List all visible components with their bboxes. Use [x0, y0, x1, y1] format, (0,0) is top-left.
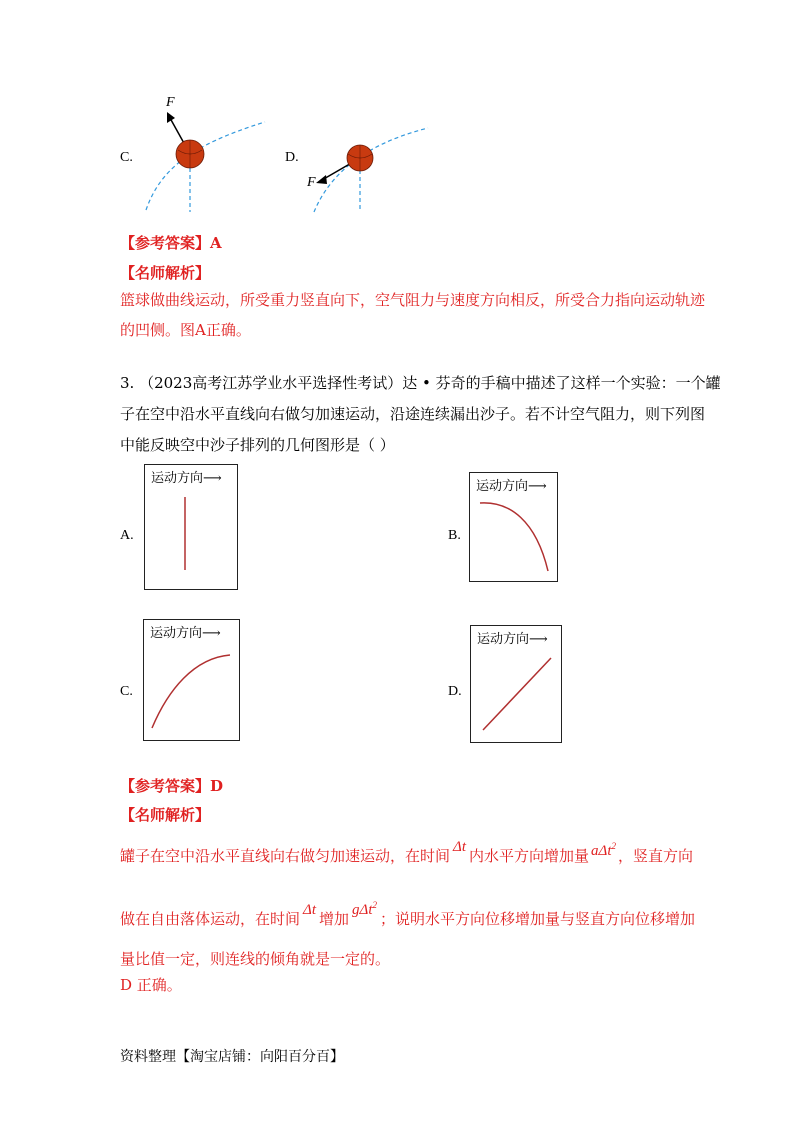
option-a-label: A. [120, 528, 134, 543]
math-delta-t-1: Δt [453, 839, 466, 855]
sand-pattern-c [144, 620, 241, 742]
option-d3-label: D. [448, 684, 462, 699]
math-g-delta-t-squared: gΔt$^2$ [352, 900, 377, 918]
analysis-label-3: 【名师解析】 [120, 806, 211, 824]
force-label-d: F [307, 175, 316, 190]
analysis-3-line4: D 正确。 [120, 976, 182, 994]
basketball-diagram-d [300, 120, 440, 215]
analysis-3-line3: 量比值一定，则连线的倾角就是一定的。 [120, 950, 391, 968]
math-delta-t-2: Δt [303, 902, 316, 918]
analysis-label-1: 【名师解析】 [120, 264, 211, 282]
answer-label-3: 【参考答案】D [120, 777, 224, 795]
analysis-3-line2: 做在自由落体运动，在时间 Δt 增加 gΔt$^2$；说明水平方向位移增加量与竖直方向位移增加 [120, 900, 696, 928]
direction-label-b: 运动方向⟶ [476, 479, 547, 494]
option-c-label: C. [120, 150, 133, 165]
sand-pattern-d [471, 626, 563, 744]
sand-pattern-b [470, 473, 559, 583]
option-a-box [144, 464, 238, 590]
sand-pattern-a [145, 465, 239, 591]
basketball-diagram-c [140, 90, 280, 215]
answer-label-1: 【参考答案】A [120, 234, 222, 252]
option-b-box [469, 472, 558, 582]
option-c3-label: C. [120, 684, 133, 699]
footer-text: 资料整理【淘宝店铺：向阳百分百】 [120, 1049, 344, 1065]
direction-label-a: 运动方向⟶ [151, 471, 222, 486]
option-b-label: B. [448, 528, 461, 543]
analysis-3-line1: 罐子在空中沿水平直线向右做匀加速运动，在时间 Δt 内水平方向增加量 aΔt$^2$，竖直方向 [120, 839, 694, 865]
math-a-delta-t-squared: aΔt$^2$ [591, 841, 616, 859]
analysis-text-1-line2: 的凹侧。图A正确。 [120, 321, 251, 339]
analysis-text-1-line1: 篮球做曲线运动，所受重力竖直向下，空气阻力与速度方向相反，所受合力指向运动轨迹 [120, 291, 706, 309]
option-d-label: D. [285, 150, 299, 165]
direction-label-d: 运动方向⟶ [477, 632, 548, 647]
option-d-box [470, 625, 562, 743]
question-3-line3: 中能反映空中沙子排列的几何图形是（ ） [120, 436, 395, 454]
option-c-box [143, 619, 240, 741]
question-3-line1: 3. （2023高考江苏学业水平选择性考试）达 • 芬奇的手稿中描述了这样一个实验：一个罐 [120, 374, 721, 392]
force-label-c: F [166, 95, 175, 110]
question-3-line2: 子在空中沿水平直线向右做匀加速运动，沿途连续漏出沙子。若不计空气阻力，则下列图 [120, 405, 706, 423]
direction-label-c: 运动方向⟶ [150, 626, 221, 641]
